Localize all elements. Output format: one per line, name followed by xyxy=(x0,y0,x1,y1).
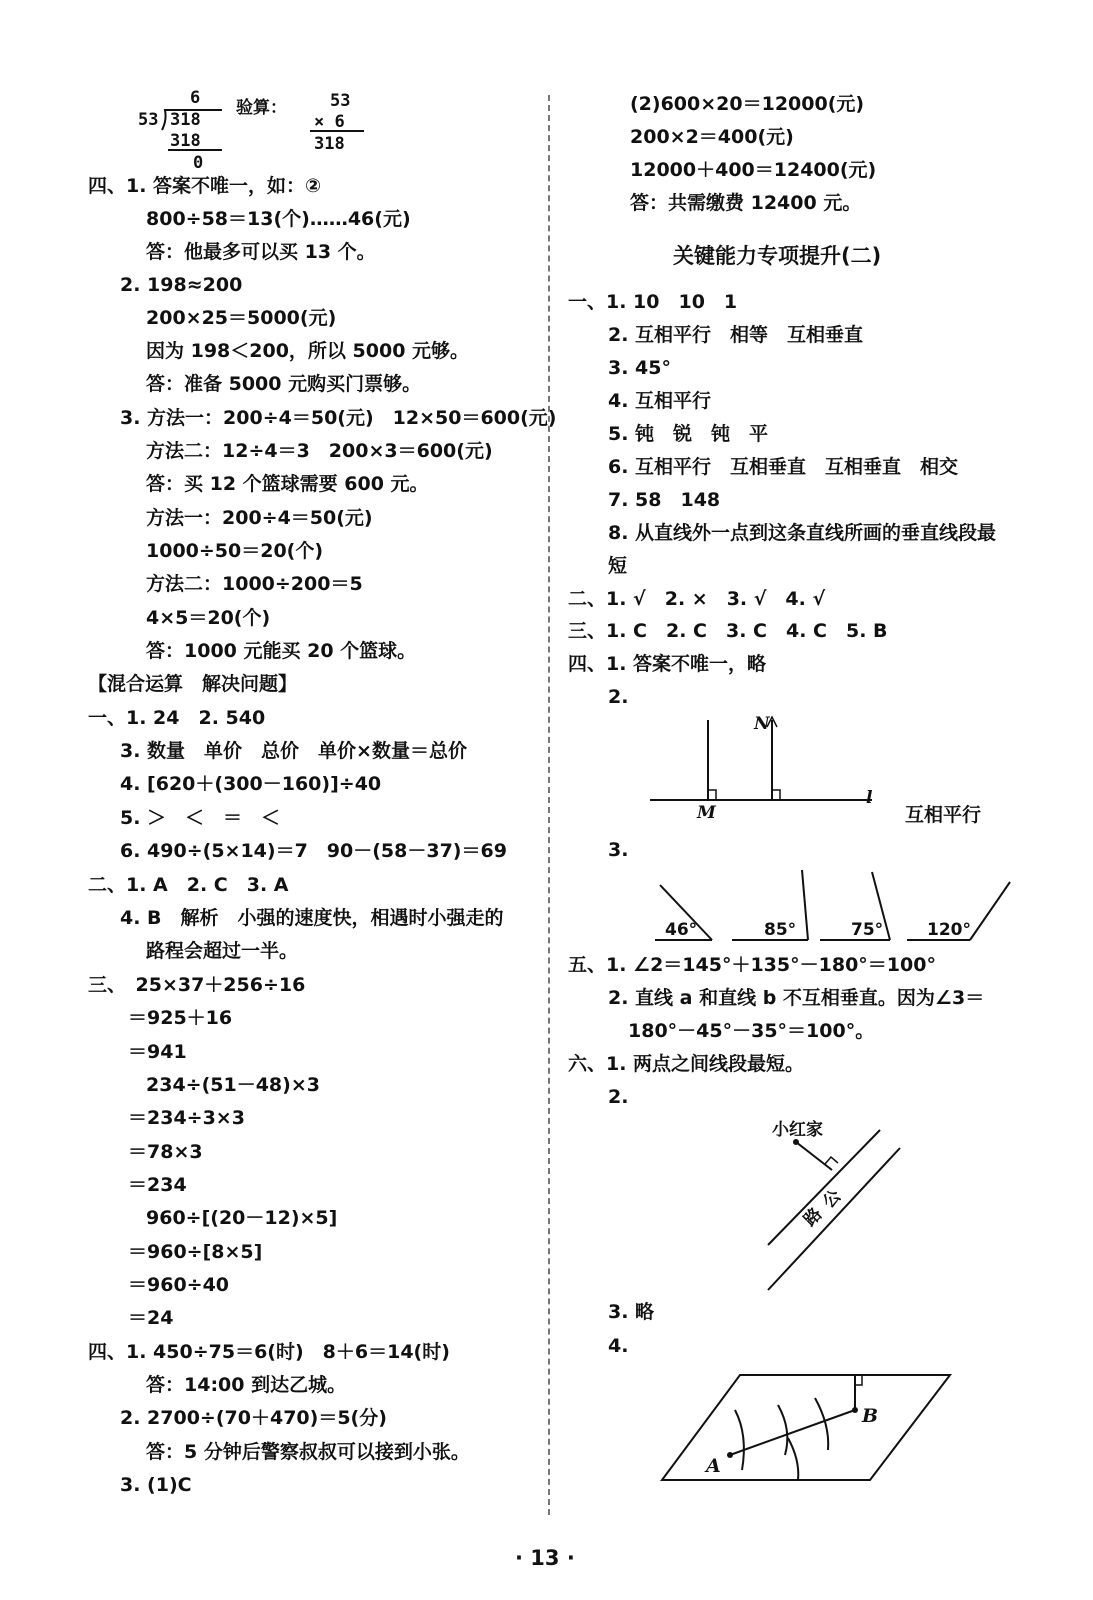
left-line-38: 2. 2700÷(70＋470)＝5(分) xyxy=(120,1407,387,1429)
label-n: N xyxy=(754,714,770,734)
left-line-27: ＝941 xyxy=(128,1041,187,1063)
left-line-29: ＝234÷3×3 xyxy=(128,1107,245,1129)
right-line-17: 180°－45°－35°＝100°。 xyxy=(628,1020,875,1042)
left-line-10: 答：买 12 个篮球需要 600 元。 xyxy=(146,473,429,495)
right-top-line-4: 答：共需缴费 12400 元。 xyxy=(630,192,862,214)
left-line-19: 4. [620＋(300－160)]÷40 xyxy=(120,773,382,795)
check-label: 验算： xyxy=(236,98,287,118)
left-line-40: 3. (1)C xyxy=(120,1474,192,1496)
angle-label-3: 75° xyxy=(851,920,884,940)
left-line-8: 3. 方法一：200÷4＝50(元) 12×50＝600(元) xyxy=(120,407,557,429)
left-line-11: 方法一：200÷4＝50(元) xyxy=(146,507,373,529)
column-divider xyxy=(548,95,550,1515)
left-line-18: 3. 数量 单价 总价 单价×数量＝总价 xyxy=(120,740,467,762)
check-multiplier: × 6 xyxy=(314,112,345,132)
dividend: 318 xyxy=(170,110,201,130)
right-top-line-2: 200×2＝400(元) xyxy=(630,126,794,148)
house-label: 小红家 xyxy=(772,1120,823,1140)
right-line-7: 7. 58 148 xyxy=(608,489,721,511)
left-line-23: 4. B 解析 小强的速度快，相遇时小强走的 xyxy=(120,907,504,929)
quotient: 6 xyxy=(190,88,201,108)
left-line-14: 4×5＝20(个) xyxy=(146,607,271,629)
left-line-22: 二、1. A 2. C 3. A xyxy=(88,874,289,896)
left-line-32: 960÷[(20－12)×5] xyxy=(146,1207,338,1229)
angle-label-4: 120° xyxy=(927,920,971,940)
left-line-7: 答：准备 5000 元购买门票够。 xyxy=(146,373,422,395)
right-line-16: 2. 直线 a 和直线 b 不互相垂直。因为∠3＝ xyxy=(608,987,985,1009)
right-line-8: 8. 从直线外一点到这条直线所画的垂直线段最 xyxy=(608,522,997,544)
left-line-33: ＝960÷[8×5] xyxy=(128,1241,263,1263)
right-line-1: 一、1. 10 10 1 xyxy=(568,291,738,313)
left-line-25: 三、 25×37＋256÷16 xyxy=(88,974,306,996)
left-line-28: 234÷(51－48)×3 xyxy=(146,1074,320,1096)
right-line-3: 3. 45° xyxy=(608,357,671,379)
left-line-34: ＝960÷40 xyxy=(128,1274,230,1296)
label-l: l xyxy=(866,788,873,808)
left-line-4: 2. 198≈200 xyxy=(120,274,243,296)
left-line-39: 答：5 分钟后警察叔叔可以接到小张。 xyxy=(146,1441,470,1463)
left-line-17: 一、1. 24 2. 540 xyxy=(88,707,266,729)
left-line-3: 答：他最多可以买 13 个。 xyxy=(146,241,376,263)
left-line-15: 答：1000 元能买 20 个篮球。 xyxy=(146,640,417,662)
right-line-18: 六、1. 两点之间线段最短。 xyxy=(568,1053,805,1075)
check-multiplicand: 53 xyxy=(330,91,351,111)
subtrahend: 318 xyxy=(170,131,201,151)
right-line-12: 四、1. 答案不唯一，略 xyxy=(568,653,767,675)
left-line-5: 200×25＝5000(元) xyxy=(146,307,337,329)
right-line-11: 三、1. C 2. C 3. C 4. C 5. B xyxy=(568,620,888,642)
left-line-6: 因为 198＜200，所以 5000 元够。 xyxy=(146,340,470,362)
point-a-label: A xyxy=(706,1455,721,1477)
right-line-20: 3. 略 xyxy=(608,1301,655,1323)
section-title: 关键能力专项提升(二) xyxy=(673,244,882,268)
division-lines xyxy=(0,0,400,170)
left-line-35: ＝24 xyxy=(128,1307,174,1329)
left-line-36: 四、1. 450÷75＝6(时) 8＋6＝14(时) xyxy=(88,1341,450,1363)
left-line-2: 800÷58＝13(个)……46(元) xyxy=(146,208,411,230)
check-product: 318 xyxy=(314,134,345,154)
left-line-13: 方法二：1000÷200＝5 xyxy=(146,573,363,595)
left-line-37: 答：14:00 到达乙城。 xyxy=(146,1374,347,1396)
angle-label-2: 85° xyxy=(764,920,797,940)
right-line-19: 2. xyxy=(608,1086,629,1108)
right-line-21: 4. xyxy=(608,1335,629,1357)
right-line-4: 4. 互相平行 xyxy=(608,390,712,412)
plane-figure xyxy=(660,1370,960,1490)
right-line-2: 2. 互相平行 相等 互相垂直 xyxy=(608,324,864,346)
left-line-12: 1000÷50＝20(个) xyxy=(146,540,324,562)
right-line-14: 3. xyxy=(608,839,629,861)
left-line-9: 方法二：12÷4＝3 200×3＝600(元) xyxy=(146,440,493,462)
right-line-6: 6. 互相平行 互相垂直 互相垂直 相交 xyxy=(608,456,959,478)
right-line-13: 2. xyxy=(608,686,629,708)
left-line-30: ＝78×3 xyxy=(128,1141,203,1163)
label-m: M xyxy=(697,803,716,823)
remainder: 0 xyxy=(193,153,204,173)
left-line-20: 5. ＞ ＜ ＝ ＜ xyxy=(120,807,281,829)
angle-label-1: 46° xyxy=(665,920,698,940)
left-line-21: 6. 490÷(5×14)＝7 90－(58－37)＝69 xyxy=(120,840,507,862)
divisor: 53 xyxy=(138,110,159,130)
point-b-label: B xyxy=(862,1405,879,1427)
right-line-10: 二、1. √ 2. × 3. √ 4. √ xyxy=(568,588,826,610)
left-line-31: ＝234 xyxy=(128,1174,187,1196)
road-label-2: 路 xyxy=(800,1204,827,1231)
right-line-9: 短 xyxy=(608,555,628,577)
right-line-15: 五、1. ∠2＝145°＋135°－180°＝100° xyxy=(568,954,936,976)
right-line-5: 5. 钝 锐 钝 平 xyxy=(608,423,769,445)
left-line-26: ＝925＋16 xyxy=(128,1007,233,1029)
road-label-1: 公 xyxy=(819,1186,846,1213)
page-number: · 13 · xyxy=(515,1546,575,1570)
road-figure xyxy=(750,1120,950,1300)
right-top-line-1: (2)600×20＝12000(元) xyxy=(630,93,865,115)
left-line-1: 四、1. 答案不唯一，如：② xyxy=(88,175,322,197)
right-top-line-3: 12000＋400＝12400(元) xyxy=(630,159,877,181)
left-line-16: 【混合运算 解决问题】 xyxy=(88,673,298,695)
left-line-24: 路程会超过一半。 xyxy=(146,940,299,962)
parallel-caption: 互相平行 xyxy=(905,804,982,826)
